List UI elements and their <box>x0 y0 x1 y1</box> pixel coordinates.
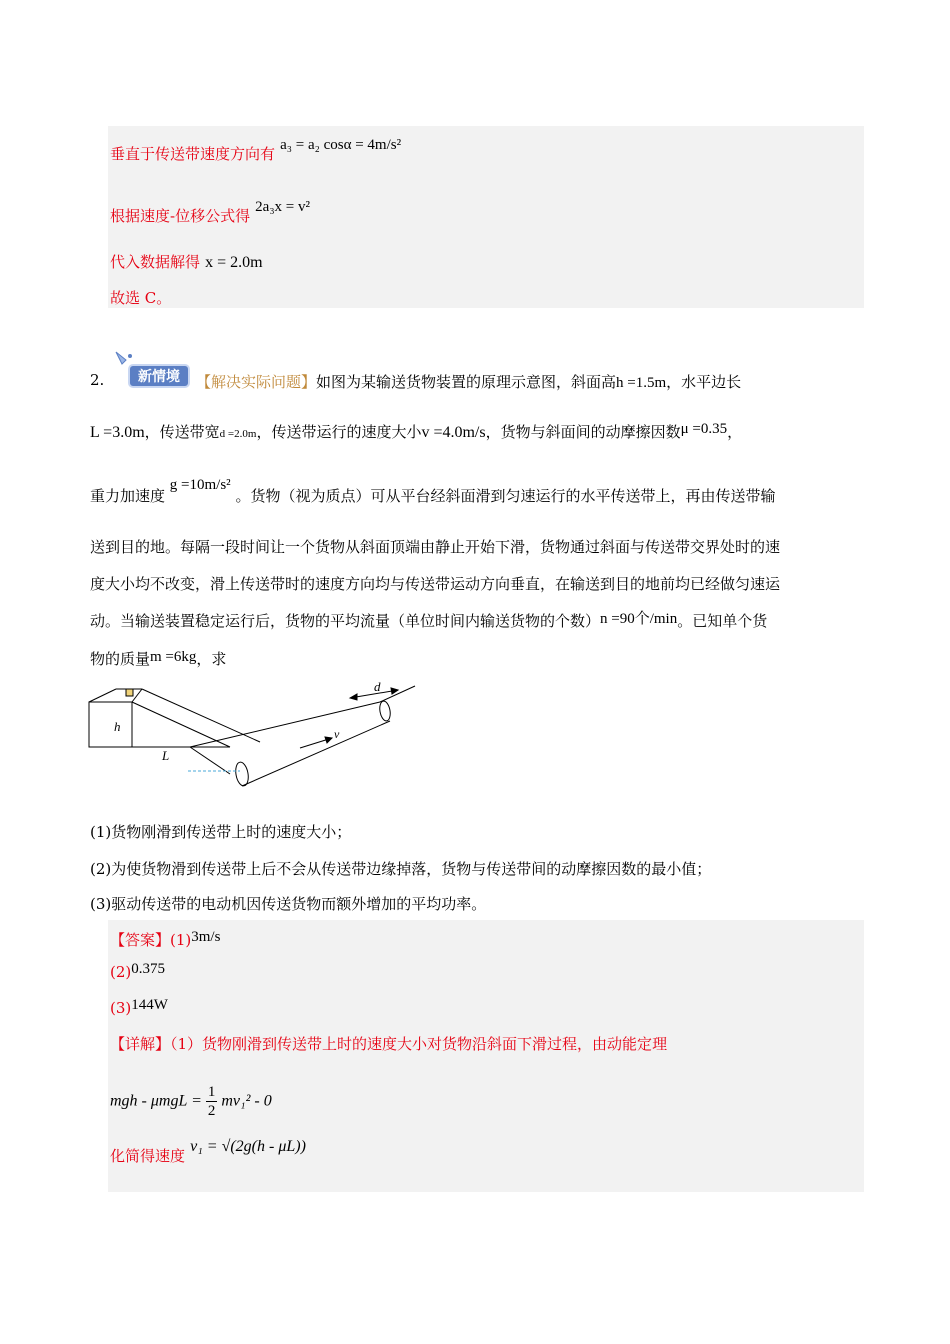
detail-line: 【详解】（1）货物刚滑到传送带上时的速度大小对货物沿斜面下滑过程，由动能定理 <box>110 1035 668 1053</box>
conveyor-diagram <box>80 676 420 791</box>
label-L: L <box>162 748 170 763</box>
question-2: (2)为使货物滑到传送带上后不会从传送带边缘掉落，货物与传送带间的动摩擦因数的最小值； <box>90 860 712 878</box>
prev-line3: 代入数据解得 x = 2.0m <box>110 253 263 271</box>
label-d: d <box>374 679 381 694</box>
question-1: (1)货物刚滑到传送带上时的速度大小； <box>90 823 352 841</box>
answer-line2: (2)0.375 <box>110 961 165 981</box>
answer-line1: 【答案】(1)3m/s <box>110 929 221 949</box>
problem-line3: 重力加速度 g =10m/s² 。货物（视为质点）可从平台经斜面滑到匀速运行的水平传送带上，再由传送带输 <box>90 477 776 505</box>
problem-line5: 度大小均不改变，滑上传送带时的速度方向均与传送带运动方向垂直，在输送到目的地前均已经做匀速运 <box>90 575 781 593</box>
platform-box <box>89 702 132 747</box>
cargo-box <box>126 689 133 696</box>
label-h: h <box>114 719 121 734</box>
problem-number: 2. <box>90 371 105 389</box>
answer-line3: (3)144W <box>110 997 168 1017</box>
problem-line7: 物的质量m =6kg，求 <box>90 649 227 668</box>
prev-line4: 故选 C。 <box>110 289 172 307</box>
problem-line6: 动。当输送装置稳定运行后，货物的平均流量（单位时间内输送货物的个数）n =90个/min。已知单个货 <box>90 611 768 630</box>
problem-line2: L =3.0m，传送带宽d =2.0m，传送带运行的速度大小v =4.0m/s，货物与斜面间的动摩擦因数μ =0.35， <box>90 421 743 441</box>
prev-line2: 根据速度-位移公式得 2a₃x = v² <box>110 199 311 225</box>
prev-line1: 垂直于传送带速度方向有 a₃ = a₂ cosα = 4m/s² <box>110 137 402 163</box>
label-v: v <box>334 727 340 741</box>
new-context-badge: 新情境 <box>128 364 190 388</box>
problem-line4: 送到目的地。每隔一段时间让一个货物从斜面顶端由静止开始下滑，货物通过斜面与传送带交界处时的速 <box>90 538 781 556</box>
question-3: (3)驱动传送带的电动机因传送货物而额外增加的平均功率。 <box>90 895 487 913</box>
fraction-half: $\frac{1}{2}$ <box>207 1084 216 1119</box>
simplify-line: 化简得速度 v₁ = √(2g(h - μL)) <box>110 1138 306 1165</box>
equation-energy: mgh - μmgL = $\frac{1}{2}$ mv₁² - 0 <box>110 1084 272 1119</box>
problem-line1: 【解决实际问题】如图为某输送货物装置的原理示意图，斜面高h =1.5m，水平边长 <box>196 373 742 391</box>
